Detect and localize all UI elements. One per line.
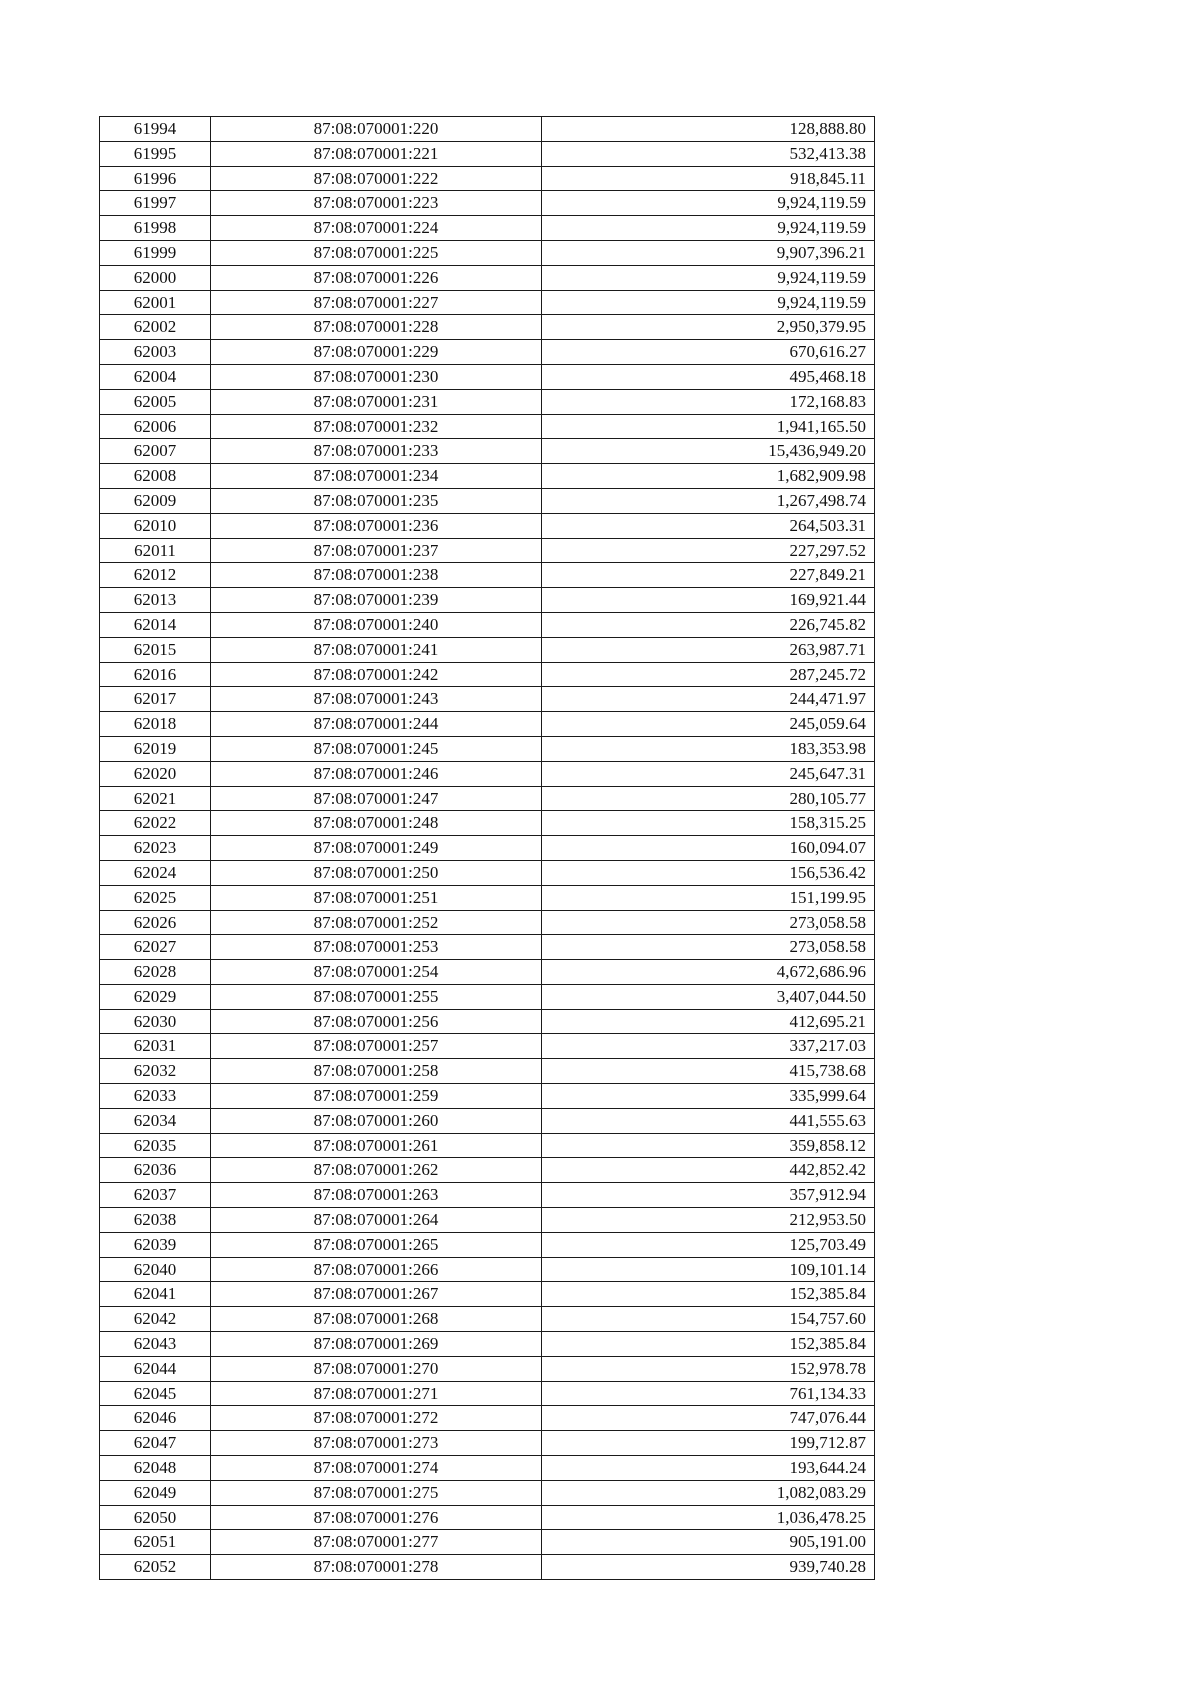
row-number-cell: 62010 — [100, 513, 211, 538]
value-cell: 4,672,686.96 — [542, 960, 875, 985]
cadastral-number-cell: 87:08:070001:250 — [211, 860, 542, 885]
row-number-cell: 62030 — [100, 1009, 211, 1034]
row-number-cell: 62048 — [100, 1456, 211, 1481]
cadastral-number-cell: 87:08:070001:256 — [211, 1009, 542, 1034]
row-number-cell: 62052 — [100, 1555, 211, 1580]
value-cell: 227,849.21 — [542, 563, 875, 588]
table-row — [100, 1530, 875, 1555]
cadastral-number-cell: 87:08:070001:275 — [211, 1480, 542, 1505]
value-cell: 245,059.64 — [542, 712, 875, 737]
row-number-cell: 62042 — [100, 1307, 211, 1332]
value-cell: 287,245.72 — [542, 662, 875, 687]
row-number-cell: 62017 — [100, 687, 211, 712]
value-cell: 172,168.83 — [542, 389, 875, 414]
table-row — [100, 984, 875, 1009]
row-number-cell: 62004 — [100, 364, 211, 389]
cadastral-number-cell: 87:08:070001:277 — [211, 1530, 542, 1555]
value-cell: 109,101.14 — [542, 1257, 875, 1282]
cadastral-number-cell: 87:08:070001:228 — [211, 315, 542, 340]
table-body — [100, 117, 875, 1580]
value-cell: 9,924,119.59 — [542, 290, 875, 315]
table-row — [100, 1108, 875, 1133]
table-row — [100, 141, 875, 166]
table-row — [100, 1257, 875, 1282]
value-cell: 15,436,949.20 — [542, 439, 875, 464]
table-row — [100, 1332, 875, 1357]
cadastral-number-cell: 87:08:070001:235 — [211, 488, 542, 513]
row-number-cell: 61998 — [100, 216, 211, 241]
row-number-cell: 62020 — [100, 761, 211, 786]
cadastral-number-cell: 87:08:070001:221 — [211, 141, 542, 166]
row-number-cell: 62012 — [100, 563, 211, 588]
cadastral-number-cell: 87:08:070001:262 — [211, 1158, 542, 1183]
cadastral-number-cell: 87:08:070001:278 — [211, 1555, 542, 1580]
value-cell: 761,134.33 — [542, 1381, 875, 1406]
value-cell: 357,912.94 — [542, 1183, 875, 1208]
row-number-cell: 62031 — [100, 1034, 211, 1059]
row-number-cell: 62022 — [100, 811, 211, 836]
row-number-cell: 62028 — [100, 960, 211, 985]
value-cell: 244,471.97 — [542, 687, 875, 712]
cadastral-number-cell: 87:08:070001:274 — [211, 1456, 542, 1481]
row-number-cell: 62000 — [100, 265, 211, 290]
value-cell: 158,315.25 — [542, 811, 875, 836]
value-cell: 156,536.42 — [542, 860, 875, 885]
cadastral-number-cell: 87:08:070001:268 — [211, 1307, 542, 1332]
value-cell: 1,267,498.74 — [542, 488, 875, 513]
row-number-cell: 62034 — [100, 1108, 211, 1133]
value-cell: 226,745.82 — [542, 612, 875, 637]
value-cell: 154,757.60 — [542, 1307, 875, 1332]
value-cell: 359,858.12 — [542, 1133, 875, 1158]
value-cell: 337,217.03 — [542, 1034, 875, 1059]
value-cell: 151,199.95 — [542, 885, 875, 910]
cadastral-number-cell: 87:08:070001:254 — [211, 960, 542, 985]
table-row — [100, 1381, 875, 1406]
table-row — [100, 860, 875, 885]
value-cell: 125,703.49 — [542, 1232, 875, 1257]
row-number-cell: 62001 — [100, 290, 211, 315]
row-number-cell: 62027 — [100, 935, 211, 960]
row-number-cell: 61994 — [100, 117, 211, 142]
cadastral-number-cell: 87:08:070001:265 — [211, 1232, 542, 1257]
table-row — [100, 687, 875, 712]
table-row — [100, 488, 875, 513]
table-row — [100, 662, 875, 687]
row-number-cell: 62043 — [100, 1332, 211, 1357]
table-row — [100, 513, 875, 538]
cadastral-number-cell: 87:08:070001:252 — [211, 910, 542, 935]
value-cell: 9,924,119.59 — [542, 216, 875, 241]
row-number-cell: 61999 — [100, 240, 211, 265]
value-cell: 183,353.98 — [542, 736, 875, 761]
cadastral-number-cell: 87:08:070001:236 — [211, 513, 542, 538]
table-row — [100, 637, 875, 662]
table-row — [100, 588, 875, 613]
table-row — [100, 315, 875, 340]
table-row — [100, 1084, 875, 1109]
table-row — [100, 414, 875, 439]
table-row — [100, 612, 875, 637]
data-table — [99, 116, 875, 1580]
row-number-cell: 62037 — [100, 1183, 211, 1208]
cadastral-number-cell: 87:08:070001:264 — [211, 1208, 542, 1233]
value-cell: 152,385.84 — [542, 1332, 875, 1357]
cadastral-number-cell: 87:08:070001:260 — [211, 1108, 542, 1133]
row-number-cell: 62044 — [100, 1356, 211, 1381]
value-cell: 415,738.68 — [542, 1059, 875, 1084]
row-number-cell: 62041 — [100, 1282, 211, 1307]
value-cell: 263,987.71 — [542, 637, 875, 662]
cadastral-number-cell: 87:08:070001:245 — [211, 736, 542, 761]
table-row — [100, 885, 875, 910]
cadastral-number-cell: 87:08:070001:247 — [211, 786, 542, 811]
row-number-cell: 62026 — [100, 910, 211, 935]
value-cell: 212,953.50 — [542, 1208, 875, 1233]
row-number-cell: 62038 — [100, 1208, 211, 1233]
cadastral-number-cell: 87:08:070001:255 — [211, 984, 542, 1009]
row-number-cell: 62002 — [100, 315, 211, 340]
table-row — [100, 191, 875, 216]
row-number-cell: 62033 — [100, 1084, 211, 1109]
value-cell: 152,978.78 — [542, 1356, 875, 1381]
table-row — [100, 1133, 875, 1158]
row-number-cell: 62040 — [100, 1257, 211, 1282]
row-number-cell: 61995 — [100, 141, 211, 166]
row-number-cell: 62023 — [100, 836, 211, 861]
cadastral-number-cell: 87:08:070001:242 — [211, 662, 542, 687]
value-cell: 905,191.00 — [542, 1530, 875, 1555]
value-cell: 9,907,396.21 — [542, 240, 875, 265]
cadastral-number-cell: 87:08:070001:222 — [211, 166, 542, 191]
table-row — [100, 240, 875, 265]
cadastral-number-cell: 87:08:070001:266 — [211, 1257, 542, 1282]
row-number-cell: 62008 — [100, 464, 211, 489]
row-number-cell: 62032 — [100, 1059, 211, 1084]
table-row — [100, 340, 875, 365]
value-cell: 280,105.77 — [542, 786, 875, 811]
row-number-cell: 62050 — [100, 1505, 211, 1530]
cadastral-number-cell: 87:08:070001:272 — [211, 1406, 542, 1431]
value-cell: 169,921.44 — [542, 588, 875, 613]
cadastral-number-cell: 87:08:070001:233 — [211, 439, 542, 464]
row-number-cell: 61996 — [100, 166, 211, 191]
cadastral-number-cell: 87:08:070001:225 — [211, 240, 542, 265]
cadastral-number-cell: 87:08:070001:227 — [211, 290, 542, 315]
table-row — [100, 1282, 875, 1307]
table-row — [100, 1009, 875, 1034]
row-number-cell: 61997 — [100, 191, 211, 216]
table-row — [100, 712, 875, 737]
row-number-cell: 62025 — [100, 885, 211, 910]
cadastral-number-cell: 87:08:070001:249 — [211, 836, 542, 861]
table-row — [100, 1431, 875, 1456]
cadastral-number-cell: 87:08:070001:241 — [211, 637, 542, 662]
value-cell: 670,616.27 — [542, 340, 875, 365]
value-cell: 939,740.28 — [542, 1555, 875, 1580]
table-row — [100, 910, 875, 935]
cadastral-number-cell: 87:08:070001:243 — [211, 687, 542, 712]
value-cell: 128,888.80 — [542, 117, 875, 142]
table-row — [100, 1158, 875, 1183]
table-row — [100, 1232, 875, 1257]
cadastral-number-cell: 87:08:070001:248 — [211, 811, 542, 836]
value-cell: 1,941,165.50 — [542, 414, 875, 439]
cadastral-number-cell: 87:08:070001:246 — [211, 761, 542, 786]
value-cell: 245,647.31 — [542, 761, 875, 786]
row-number-cell: 62036 — [100, 1158, 211, 1183]
value-cell: 3,407,044.50 — [542, 984, 875, 1009]
value-cell: 747,076.44 — [542, 1406, 875, 1431]
table-row — [100, 960, 875, 985]
cadastral-number-cell: 87:08:070001:240 — [211, 612, 542, 637]
row-number-cell: 62003 — [100, 340, 211, 365]
value-cell: 193,644.24 — [542, 1456, 875, 1481]
cadastral-number-cell: 87:08:070001:220 — [211, 117, 542, 142]
row-number-cell: 62007 — [100, 439, 211, 464]
row-number-cell: 62019 — [100, 736, 211, 761]
value-cell: 152,385.84 — [542, 1282, 875, 1307]
row-number-cell: 62014 — [100, 612, 211, 637]
table-row — [100, 761, 875, 786]
row-number-cell: 62049 — [100, 1480, 211, 1505]
cadastral-number-cell: 87:08:070001:269 — [211, 1332, 542, 1357]
table-row — [100, 439, 875, 464]
value-cell: 199,712.87 — [542, 1431, 875, 1456]
table-row — [100, 538, 875, 563]
row-number-cell: 62018 — [100, 712, 211, 737]
cadastral-number-cell: 87:08:070001:273 — [211, 1431, 542, 1456]
cadastral-number-cell: 87:08:070001:276 — [211, 1505, 542, 1530]
cadastral-number-cell: 87:08:070001:258 — [211, 1059, 542, 1084]
table-row — [100, 1034, 875, 1059]
value-cell: 1,036,478.25 — [542, 1505, 875, 1530]
table-row — [100, 935, 875, 960]
value-cell: 2,950,379.95 — [542, 315, 875, 340]
table-row — [100, 1406, 875, 1431]
table-row — [100, 786, 875, 811]
value-cell: 273,058.58 — [542, 935, 875, 960]
cadastral-number-cell: 87:08:070001:270 — [211, 1356, 542, 1381]
table-row — [100, 364, 875, 389]
table-row — [100, 290, 875, 315]
cadastral-number-cell: 87:08:070001:237 — [211, 538, 542, 563]
row-number-cell: 62029 — [100, 984, 211, 1009]
cadastral-number-cell: 87:08:070001:230 — [211, 364, 542, 389]
cadastral-number-cell: 87:08:070001:238 — [211, 563, 542, 588]
table-row — [100, 166, 875, 191]
row-number-cell: 62024 — [100, 860, 211, 885]
row-number-cell: 62021 — [100, 786, 211, 811]
cadastral-number-cell: 87:08:070001:231 — [211, 389, 542, 414]
cadastral-number-cell: 87:08:070001:226 — [211, 265, 542, 290]
value-cell: 273,058.58 — [542, 910, 875, 935]
table-row — [100, 1307, 875, 1332]
cadastral-number-cell: 87:08:070001:271 — [211, 1381, 542, 1406]
cadastral-number-cell: 87:08:070001:261 — [211, 1133, 542, 1158]
value-cell: 918,845.11 — [542, 166, 875, 191]
value-cell: 9,924,119.59 — [542, 265, 875, 290]
row-number-cell: 62011 — [100, 538, 211, 563]
value-cell: 495,468.18 — [542, 364, 875, 389]
table-row — [100, 1356, 875, 1381]
table-row — [100, 1208, 875, 1233]
row-number-cell: 62045 — [100, 1381, 211, 1406]
value-cell: 532,413.38 — [542, 141, 875, 166]
table-row — [100, 464, 875, 489]
value-cell: 160,094.07 — [542, 836, 875, 861]
table-row — [100, 1480, 875, 1505]
table-row — [100, 1183, 875, 1208]
cadastral-number-cell: 87:08:070001:259 — [211, 1084, 542, 1109]
value-cell: 412,695.21 — [542, 1009, 875, 1034]
table-row — [100, 117, 875, 142]
row-number-cell: 62046 — [100, 1406, 211, 1431]
value-cell: 1,682,909.98 — [542, 464, 875, 489]
cadastral-number-cell: 87:08:070001:251 — [211, 885, 542, 910]
table-row — [100, 1059, 875, 1084]
cadastral-number-cell: 87:08:070001:223 — [211, 191, 542, 216]
cadastral-number-cell: 87:08:070001:253 — [211, 935, 542, 960]
value-cell: 335,999.64 — [542, 1084, 875, 1109]
value-cell: 1,082,083.29 — [542, 1480, 875, 1505]
table-row — [100, 836, 875, 861]
cadastral-number-cell: 87:08:070001:244 — [211, 712, 542, 737]
row-number-cell: 62016 — [100, 662, 211, 687]
cadastral-number-cell: 87:08:070001:267 — [211, 1282, 542, 1307]
table-row — [100, 736, 875, 761]
value-cell: 227,297.52 — [542, 538, 875, 563]
row-number-cell: 62006 — [100, 414, 211, 439]
cadastral-number-cell: 87:08:070001:257 — [211, 1034, 542, 1059]
value-cell: 442,852.42 — [542, 1158, 875, 1183]
cadastral-number-cell: 87:08:070001:229 — [211, 340, 542, 365]
cadastral-number-cell: 87:08:070001:239 — [211, 588, 542, 613]
row-number-cell: 62039 — [100, 1232, 211, 1257]
value-cell: 441,555.63 — [542, 1108, 875, 1133]
value-cell: 9,924,119.59 — [542, 191, 875, 216]
table-row — [100, 1456, 875, 1481]
table-row — [100, 811, 875, 836]
table-row — [100, 389, 875, 414]
row-number-cell: 62013 — [100, 588, 211, 613]
row-number-cell: 62005 — [100, 389, 211, 414]
row-number-cell: 62047 — [100, 1431, 211, 1456]
table-row — [100, 1505, 875, 1530]
table-row — [100, 216, 875, 241]
row-number-cell: 62015 — [100, 637, 211, 662]
row-number-cell: 62035 — [100, 1133, 211, 1158]
table-row — [100, 563, 875, 588]
row-number-cell: 62009 — [100, 488, 211, 513]
cadastral-number-cell: 87:08:070001:224 — [211, 216, 542, 241]
cadastral-number-cell: 87:08:070001:234 — [211, 464, 542, 489]
value-cell: 264,503.31 — [542, 513, 875, 538]
cadastral-number-cell: 87:08:070001:263 — [211, 1183, 542, 1208]
row-number-cell: 62051 — [100, 1530, 211, 1555]
cadastral-number-cell: 87:08:070001:232 — [211, 414, 542, 439]
table-row — [100, 265, 875, 290]
table-row — [100, 1555, 875, 1580]
